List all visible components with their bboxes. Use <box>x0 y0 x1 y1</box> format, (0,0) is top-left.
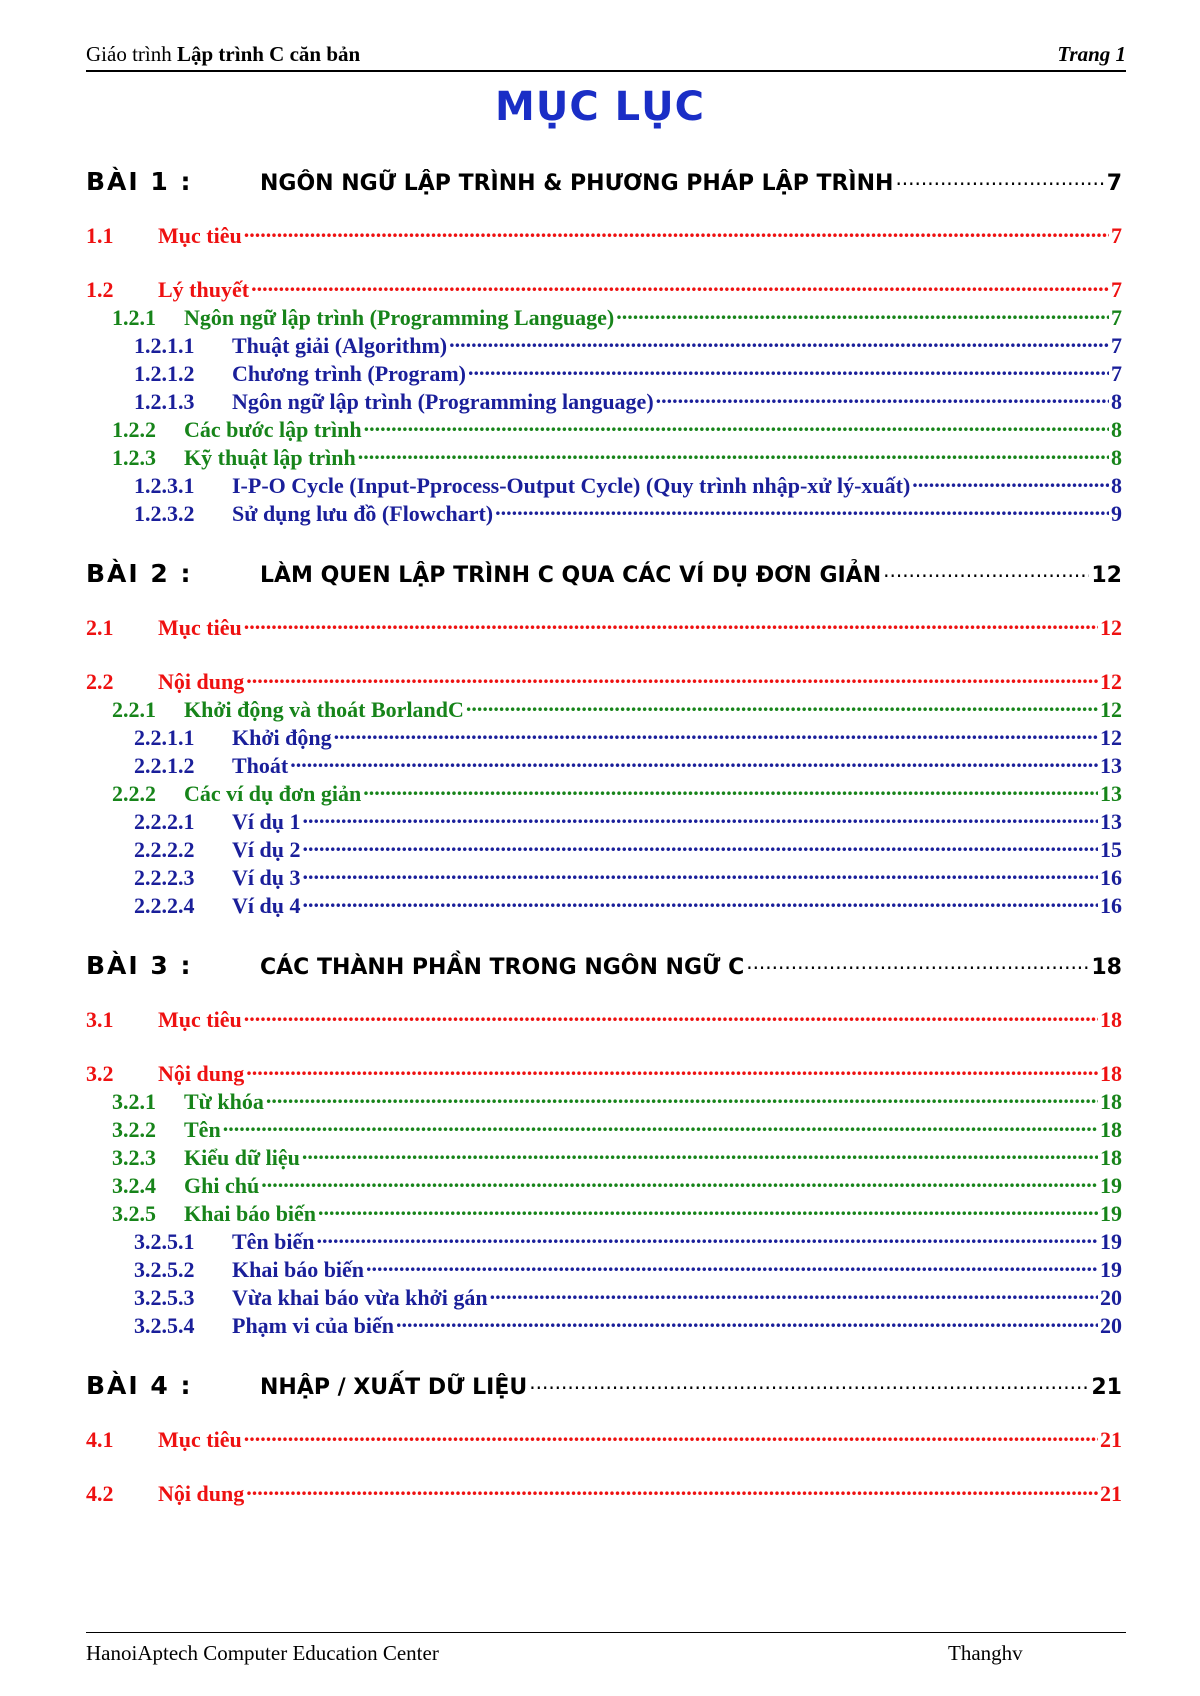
toc-page-number: 19 <box>1100 1173 1122 1198</box>
header-title-bold: Lập trình C căn bản <box>176 42 361 66</box>
toc-leader-dots <box>251 275 1109 297</box>
toc-leader-dots <box>223 1115 1098 1137</box>
toc-page-number: 19 <box>1100 1201 1122 1226</box>
toc-subsubsection[interactable] <box>134 1311 1122 1339</box>
toc-text: Tên <box>184 1117 221 1142</box>
toc-section[interactable] <box>86 221 1122 249</box>
toc-text: Khai báo biến <box>184 1201 317 1226</box>
toc-text: Nội dung <box>158 1061 245 1086</box>
toc-page-number: 7 <box>1111 305 1122 330</box>
toc-page-number: 13 <box>1100 781 1122 806</box>
toc-leader-dots <box>334 723 1098 745</box>
toc-text: Từ khóa <box>184 1089 264 1114</box>
toc-page-number: 13 <box>1100 809 1122 834</box>
toc-leader-dots <box>302 863 1098 885</box>
toc-page-number: 19 <box>1100 1257 1122 1282</box>
toc-section[interactable] <box>86 1425 1122 1453</box>
toc-subsubsection[interactable] <box>134 331 1122 359</box>
toc-page-number: 9 <box>1111 501 1122 526</box>
toc-number: 4.1 <box>86 1427 114 1452</box>
toc-subsubsection[interactable] <box>134 891 1122 919</box>
toc-number: 1.2 <box>86 277 114 302</box>
toc-subsubsection[interactable] <box>134 471 1122 499</box>
toc-text: Phạm vi của biến <box>232 1313 394 1338</box>
toc-number: 3.1 <box>86 1007 114 1032</box>
toc-number: 1.2.1.1 <box>134 333 195 358</box>
toc-section[interactable] <box>86 1479 1122 1507</box>
toc-number: 2.2.1.1 <box>134 725 195 750</box>
toc-subsubsection[interactable] <box>134 863 1122 891</box>
toc-leader-dots <box>317 1227 1098 1249</box>
toc-page-number: 18 <box>1100 1089 1122 1114</box>
toc-text: Ngôn ngữ lập trình (Programming language) <box>232 389 654 414</box>
toc-page-number: 12 <box>1100 725 1122 750</box>
toc-subsubsection[interactable] <box>134 751 1122 779</box>
toc-text: Kỹ thuật lập trình <box>184 445 356 470</box>
toc-leader-dots <box>912 471 1109 493</box>
toc-number: 3.2.3 <box>112 1145 156 1170</box>
toc-number: 2.1 <box>86 615 114 640</box>
toc-leader-dots <box>895 168 1104 190</box>
toc-page-number: 7 <box>1111 333 1122 358</box>
toc-number: 1.2.1 <box>112 305 156 330</box>
toc-section[interactable] <box>86 1059 1122 1087</box>
toc-text: Mục tiêu <box>158 223 242 248</box>
toc-subsection[interactable] <box>112 1171 1122 1199</box>
toc-subsection[interactable] <box>112 303 1122 331</box>
toc-subsubsection[interactable] <box>134 807 1122 835</box>
page-title: MỤC LỤC <box>495 84 705 130</box>
toc-subsection[interactable] <box>112 1087 1122 1115</box>
toc-number: 3.2 <box>86 1061 114 1086</box>
toc-number: 1.2.2 <box>112 417 156 442</box>
toc-page-number: 12 <box>1100 669 1122 694</box>
toc-page-number: 8 <box>1111 417 1122 442</box>
footer-organization: HanoiAptech Computer Education Center <box>86 1641 439 1665</box>
toc-subsection[interactable] <box>112 415 1122 443</box>
toc-page-number: 18 <box>1100 1117 1122 1142</box>
toc-section[interactable] <box>86 667 1122 695</box>
toc-number: 3.2.5 <box>112 1201 156 1226</box>
toc-leader-dots <box>302 1143 1098 1165</box>
toc-section[interactable] <box>86 275 1122 303</box>
toc-leader-dots <box>883 560 1089 582</box>
toc-number: 3.2.1 <box>112 1089 156 1114</box>
toc-leader-dots <box>466 695 1098 717</box>
toc-text: Thoát <box>232 753 289 778</box>
toc-leader-dots <box>302 835 1098 857</box>
toc-number: 3.2.5.2 <box>134 1257 195 1282</box>
toc-page-number: 7 <box>1111 223 1122 248</box>
toc-page-number: 7 <box>1111 277 1122 302</box>
toc-chapter[interactable] <box>86 1371 1122 1400</box>
toc-number: 2.2.2.3 <box>134 865 195 890</box>
toc-text: Ví dụ 2 <box>232 837 301 862</box>
toc-chapter[interactable] <box>86 559 1122 588</box>
toc-leader-dots <box>246 667 1098 689</box>
toc-text: Mục tiêu <box>158 1007 242 1032</box>
toc-number: 2.2.2.4 <box>134 893 195 918</box>
toc-number: 1.2.1.3 <box>134 389 195 414</box>
toc-subsection[interactable] <box>112 779 1122 807</box>
toc-text: Mục tiêu <box>158 615 242 640</box>
toc-number: 2.2.2.2 <box>134 837 195 862</box>
toc-text: Vừa khai báo vừa khởi gán <box>232 1285 488 1310</box>
toc-text: Sử dụng lưu đồ (Flowchart) <box>232 501 494 526</box>
toc-page-number: 12 <box>1091 563 1122 588</box>
toc-page-number: 18 <box>1100 1061 1122 1086</box>
toc-page-number: 18 <box>1100 1007 1122 1032</box>
toc-leader-dots <box>244 221 1109 243</box>
toc-number: 1.1 <box>86 223 114 248</box>
toc-subsubsection[interactable] <box>134 723 1122 751</box>
toc-number: 1.2.3.2 <box>134 501 195 526</box>
toc-number: BÀI 4 : <box>86 1371 193 1400</box>
toc-leader-dots <box>468 359 1109 381</box>
toc-leader-dots <box>396 1311 1098 1333</box>
toc-number: BÀI 3 : <box>86 951 193 980</box>
toc-page-number: 7 <box>1106 171 1122 196</box>
toc-leader-dots <box>302 891 1098 913</box>
toc-leader-dots <box>290 751 1098 773</box>
toc-text: Khởi động <box>232 725 332 750</box>
toc-page-number: 21 <box>1091 1375 1122 1400</box>
page-footer <box>86 1632 1126 1665</box>
toc-number: 2.2 <box>86 669 114 694</box>
toc-leader-dots <box>364 415 1109 437</box>
toc-text: Khai báo biến <box>232 1257 365 1282</box>
toc-number: 2.2.2.1 <box>134 809 195 834</box>
toc-section[interactable] <box>86 613 1122 641</box>
toc-page-number: 19 <box>1100 1229 1122 1254</box>
toc-subsubsection[interactable] <box>134 499 1122 527</box>
toc-text: Các bước lập trình <box>184 417 362 442</box>
toc-leader-dots <box>266 1087 1098 1109</box>
toc-leader-dots <box>302 807 1098 829</box>
toc-subsection[interactable] <box>112 1115 1122 1143</box>
toc-page-number: 20 <box>1100 1313 1122 1338</box>
toc-number: 4.2 <box>86 1481 114 1506</box>
toc-leader-dots <box>656 387 1109 409</box>
toc-number: 1.2.3.1 <box>134 473 195 498</box>
toc-subsection[interactable] <box>112 443 1122 471</box>
toc-text: Nội dung <box>158 669 245 694</box>
toc-leader-dots <box>616 303 1109 325</box>
toc-number: BÀI 2 : <box>86 559 193 588</box>
toc-subsubsection[interactable] <box>134 1227 1122 1255</box>
toc-page-number: 18 <box>1100 1145 1122 1170</box>
toc-page-number: 13 <box>1100 753 1122 778</box>
toc-number: 3.2.5.3 <box>134 1285 195 1310</box>
toc-leader-dots <box>529 1372 1089 1394</box>
toc-number: 1.2.1.2 <box>134 361 195 386</box>
toc-subsubsection[interactable] <box>134 387 1122 415</box>
toc-text: NHẬP / XUẤT DỮ LIỆU <box>260 1375 528 1400</box>
toc-leader-dots <box>244 613 1098 635</box>
toc-text: Thuật giải (Algorithm) <box>232 333 448 358</box>
toc-text: Các ví dụ đơn giản <box>184 781 362 806</box>
toc-leader-dots <box>318 1199 1098 1221</box>
toc-leader-dots <box>261 1171 1098 1193</box>
toc-leader-dots <box>746 952 1089 974</box>
toc-number: 1.2.3 <box>112 445 156 470</box>
toc-page-number: 15 <box>1100 837 1122 862</box>
toc-text: Tên biến <box>232 1229 315 1254</box>
header-prefix: Giáo trình <box>86 42 177 66</box>
toc-leader-dots <box>490 1283 1098 1305</box>
toc-subsubsection[interactable] <box>134 359 1122 387</box>
toc-page-number: 16 <box>1100 865 1122 890</box>
toc-subsubsection[interactable] <box>134 1255 1122 1283</box>
toc-text: Mục tiêu <box>158 1427 242 1452</box>
toc-text: I-P-O Cycle (Input-Pprocess-Output Cycle) (Quy trình nhập-xử lý-xuất) <box>232 473 911 498</box>
toc-page-number: 12 <box>1100 697 1122 722</box>
toc-number: 3.2.5.1 <box>134 1229 195 1254</box>
toc-text: Chương trình (Program) <box>232 361 466 386</box>
toc-leader-dots <box>358 443 1109 465</box>
toc-number: BÀI 1 : <box>86 167 193 196</box>
toc-text: Kiểu dữ liệu <box>184 1145 300 1170</box>
toc-leader-dots <box>246 1059 1098 1081</box>
toc-text: Khởi động và thoát BorlandC <box>184 697 464 722</box>
toc-leader-dots <box>363 779 1098 801</box>
toc-page-number: 16 <box>1100 893 1122 918</box>
toc-leader-dots <box>244 1005 1098 1027</box>
toc-page-number: 8 <box>1111 389 1122 414</box>
toc-leader-dots <box>244 1425 1098 1447</box>
toc-leader-dots <box>449 331 1109 353</box>
toc-leader-dots <box>495 499 1109 521</box>
toc-number: 2.2.2 <box>112 781 156 806</box>
toc-number: 2.2.1 <box>112 697 156 722</box>
toc-subsection[interactable] <box>112 1143 1122 1171</box>
toc-text: Lý thuyết <box>158 277 250 302</box>
toc-text: Ví dụ 4 <box>232 893 301 918</box>
toc-subsubsection[interactable] <box>134 1283 1122 1311</box>
toc-subsection[interactable] <box>112 1199 1122 1227</box>
toc-text: Ví dụ 3 <box>232 865 301 890</box>
toc-text: NGÔN NGỮ LẬP TRÌNH & PHƯƠNG PHÁP LẬP TRÌNH <box>260 171 894 196</box>
toc-page-number: 21 <box>1100 1427 1122 1452</box>
toc-number: 3.2.5.4 <box>134 1313 195 1338</box>
toc-text: CÁC THÀNH PHẦN TRONG NGÔN NGỮ C <box>260 955 745 980</box>
toc-text: Ngôn ngữ lập trình (Programming Language) <box>184 305 615 330</box>
toc-page-number: 8 <box>1111 473 1122 498</box>
toc-chapter[interactable] <box>86 167 1122 196</box>
toc-page-number: 18 <box>1091 955 1122 980</box>
toc-chapter[interactable] <box>86 951 1122 980</box>
toc-page-number: 7 <box>1111 361 1122 386</box>
toc-number: 2.2.1.2 <box>134 753 195 778</box>
toc-text: Ghi chú <box>184 1173 260 1198</box>
toc-page-number: 8 <box>1111 445 1122 470</box>
toc-subsection[interactable] <box>112 695 1122 723</box>
toc-text: Ví dụ 1 <box>232 809 301 834</box>
toc-section[interactable] <box>86 1005 1122 1033</box>
footer-author: Thanghv <box>948 1641 1023 1665</box>
toc-page-number: 21 <box>1100 1481 1122 1506</box>
toc-leader-dots <box>246 1479 1098 1501</box>
toc-page-number: 12 <box>1100 615 1122 640</box>
toc-text: LÀM QUEN LẬP TRÌNH C QUA CÁC VÍ DỤ ĐƠN GIẢN <box>260 563 882 588</box>
toc-subsubsection[interactable] <box>134 835 1122 863</box>
toc-leader-dots <box>366 1255 1098 1277</box>
toc-number: 3.2.4 <box>112 1173 156 1198</box>
toc-text: Nội dung <box>158 1481 245 1506</box>
toc-page-number: 20 <box>1100 1285 1122 1310</box>
toc-number: 3.2.2 <box>112 1117 156 1142</box>
header-page-label: Trang 1 <box>1057 42 1126 66</box>
